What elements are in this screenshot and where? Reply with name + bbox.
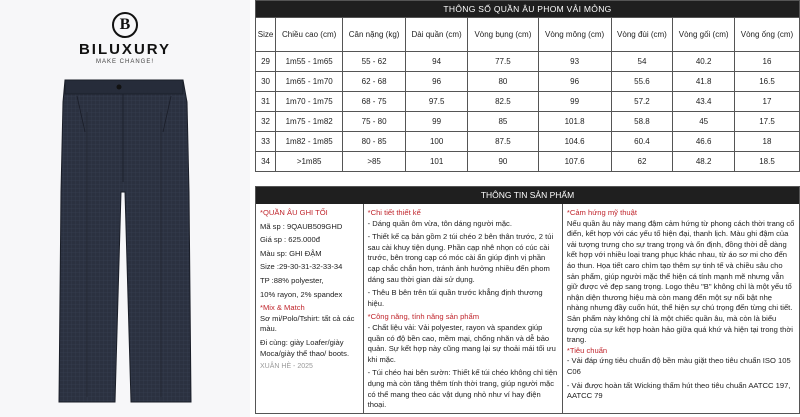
table-cell: 99 [538, 92, 611, 112]
spec-header-cell: Vòng ống (cm) [734, 18, 799, 52]
list-item: Giá sp : 625.000đ [260, 235, 320, 245]
table-row [256, 112, 800, 132]
table-cell: 32 [256, 112, 276, 132]
product-attributes [260, 222, 359, 301]
brand-tagline: MAKE CHANGE! [95, 59, 154, 65]
table-cell: 80 [468, 72, 538, 92]
table-cell: 34 [256, 152, 276, 172]
table-cell: 18 [734, 132, 799, 152]
inspiration-heading: *Cảm hứng mỹ thuật [566, 208, 637, 217]
spec-header-cell: Vòng bụng (cm) [468, 18, 538, 52]
table-cell: 100 [406, 132, 468, 152]
table-cell: 43.4 [673, 92, 735, 112]
table-cell: 101.8 [538, 112, 611, 132]
table-cell: 54 [611, 52, 673, 72]
list-item: - Thiết kế cạ bản gồm 2 túi chéo 2 bên thân trước, 2 túi sau cài khuy tiện dụng. Phần cạp nhê nhọn có cúc cài trước, bên trong cạp có móc cài ẩn giúp định vị phần cạp chắc chắn hơn, tránh ảnh hưởng nhiều đến phom dáng sau thời gian dài sử dụng. [367, 232, 554, 284]
standards-list [567, 356, 795, 401]
size-spec-table [255, 0, 800, 172]
list-item: 10% rayon, 2% spandex [260, 289, 343, 299]
table-row [256, 152, 800, 172]
table-cell: 107.6 [538, 152, 611, 172]
mix-match-list [260, 314, 359, 359]
table-cell: 62 - 68 [343, 72, 406, 92]
table-cell: 96 [406, 72, 468, 92]
spec-header-cell: Vòng gối (cm) [673, 18, 735, 52]
list-item: Sơ mi/Polo/Tshirt: tất cả các màu. [260, 313, 355, 334]
design-details-list [368, 219, 558, 310]
table-cell: 33 [256, 132, 276, 152]
table-cell: 87.5 [468, 132, 538, 152]
table-cell: 30 [256, 72, 276, 92]
list-item: - Vải được hoàn tất Wicking thấm hút theo tiêu chuẩn AATCC 197, AATCC 79 [566, 380, 791, 401]
table-cell: 90 [468, 152, 538, 172]
table-cell: 1m55 - 1m65 [276, 52, 343, 72]
table-cell: 96 [538, 72, 611, 92]
table-cell: >85 [343, 152, 406, 172]
function-heading: *Công năng, tính năng sản phẩm [367, 312, 480, 322]
table-cell: 93 [538, 52, 611, 72]
table-cell: 17.5 [734, 112, 799, 132]
info-column-design [364, 204, 563, 414]
design-heading: *Chi tiết thiết kế [367, 208, 421, 217]
table-cell: 55 - 62 [343, 52, 406, 72]
info-column-inspiration [563, 204, 799, 414]
table-cell: 55.6 [611, 72, 673, 92]
table-row [256, 92, 800, 112]
list-item: - Túi chéo hai bên sườn: Thiết kế túi chéo không chỉ tiện dụng mà còn tăng thêm tính thời trang, giúp người mặc có thể mang theo các vật dụng nhỏ như ví hay điện thoại. [367, 368, 558, 410]
table-cell: 16.5 [734, 72, 799, 92]
list-item: Mã sp : 9QAUB509GHD [260, 221, 343, 231]
table-cell: 45 [673, 112, 735, 132]
spec-table-body [256, 52, 800, 172]
spec-table-section [255, 0, 800, 172]
spec-table-title: THÔNG SỐ QUẦN ÂU PHOM VẢI MỎNG [256, 1, 800, 18]
table-cell: 82.5 [468, 92, 538, 112]
table-cell: 68 - 75 [343, 92, 406, 112]
table-cell: 1m70 - 1m75 [276, 92, 343, 112]
spec-header-cell: Chiều cao (cm) [276, 18, 343, 52]
table-cell: 41.8 [673, 72, 735, 92]
table-cell: 85 [468, 112, 538, 132]
product-panel [0, 0, 250, 417]
product-name: *QUẦN ÂU GHI TỐI [260, 208, 328, 217]
table-cell: 77.5 [468, 52, 538, 72]
info-column-basic [256, 204, 364, 414]
list-item: TP :88% polyester, [260, 275, 324, 285]
spec-header-cell: Cân nặng (kg) [343, 18, 406, 52]
inspiration-text: Nếu quần âu này mang đậm cảm hứng từ phong cách thời trang cổ điển, kết hợp với các yếu tố hiện đại, thanh lịch. Màu ghi đậm của vải tượng trưng cho sự trang trọng và ổn định, đồng thời dễ dàng kết hợp với nhiều loại trang phục khác nhau, từ áo sơ mi cho đến áo thun. Họa tiết caro chìm tạo thêm sự tinh tế và chiều sâu cho sản phẩm, giúp người mặc thể hiện cá tính mạnh mẽ nhưng vẫn giữ được vẻ đẹp sang trọng. Logo thêu "B" không chỉ là một yếu tố nhận diện thương hiệu mà còn mang đến một sự nổi bật nhẹ nhàng nhưng đầy cuốn hút, thể hiện sự chú trọng đến từng chi tiết. Sản phẩm này không chỉ là một chiếc quần âu, mà còn là biểu tượng của sự kết hợp hoàn hảo giữa quá khứ và hiện tại trong thời trang. [566, 218, 795, 345]
table-cell: 46.6 [673, 132, 735, 152]
table-cell: 16 [734, 52, 799, 72]
table-cell: >1m85 [276, 152, 343, 172]
spec-header-cell: Vòng mông (cm) [538, 18, 611, 52]
table-cell: 94 [406, 52, 468, 72]
table-row [256, 52, 800, 72]
list-item: - Chất liệu vải: Vải polyester, rayon và spandex giúp quần có độ bền cao, mềm mại, chống nhăn và dễ bảo quản. Sự kết hợp này cũng mang lại sự thoải mái tối ưu khi mặc. [367, 322, 556, 364]
info-title: THÔNG TIN SẢN PHẨM [256, 187, 799, 204]
product-info-section [255, 186, 800, 414]
table-cell: 40.2 [673, 52, 735, 72]
mix-match-heading: *Mix & Match [260, 303, 305, 313]
table-cell: 80 - 85 [343, 132, 406, 152]
function-details-list [368, 323, 558, 411]
list-item: - Thêu B bên trên túi quần trước khẳng định thương hiệu. [367, 288, 543, 308]
standards-heading: *Tiêu chuẩn [566, 345, 608, 355]
table-cell: 58.8 [611, 112, 673, 132]
table-cell: 31 [256, 92, 276, 112]
table-cell: 18.5 [734, 152, 799, 172]
table-row [256, 72, 800, 92]
table-cell: 57.2 [611, 92, 673, 112]
list-item: Đi cùng: giày Loafer/giày Moca/giày thể thao/ boots. [260, 337, 350, 358]
table-cell: 62 [611, 152, 673, 172]
list-item: Màu sp: GHI ĐẬM [260, 248, 322, 258]
table-cell: 48.2 [673, 152, 735, 172]
spec-header-row [256, 18, 800, 52]
trousers-image [55, 72, 195, 412]
table-cell: 1m65 - 1m70 [276, 72, 343, 92]
list-item: Size :29-30-31-32-33-34 [260, 262, 343, 272]
list-item: - Vải đáp ứng tiêu chuẩn độ bền màu giặt theo tiêu chuẩn ISO 105 C06 [566, 356, 791, 376]
spec-header-cell: Size [256, 18, 276, 52]
brand-logo [0, 12, 250, 65]
table-cell: 99 [406, 112, 468, 132]
season-label: XUÂN HÈ - 2025 [260, 363, 313, 371]
table-cell: 29 [256, 52, 276, 72]
table-cell: 1m82 - 1m85 [276, 132, 343, 152]
table-cell: 1m75 - 1m82 [276, 112, 343, 132]
table-cell: 60.4 [611, 132, 673, 152]
table-cell: 75 - 80 [343, 112, 406, 132]
table-cell: 104.6 [538, 132, 611, 152]
table-row [256, 132, 800, 152]
table-cell: 97.5 [406, 92, 468, 112]
list-item: - Dáng quần ôm vừa, tôn dáng người mặc. [367, 218, 512, 228]
brand-mark-icon: B [112, 12, 138, 38]
table-cell: 17 [734, 92, 799, 112]
spec-header-cell: Vòng đùi (cm) [611, 18, 673, 52]
table-cell: 101 [406, 152, 468, 172]
brand-name: BILUXURY [78, 41, 172, 58]
spec-header-cell: Dài quần (cm) [406, 18, 468, 52]
